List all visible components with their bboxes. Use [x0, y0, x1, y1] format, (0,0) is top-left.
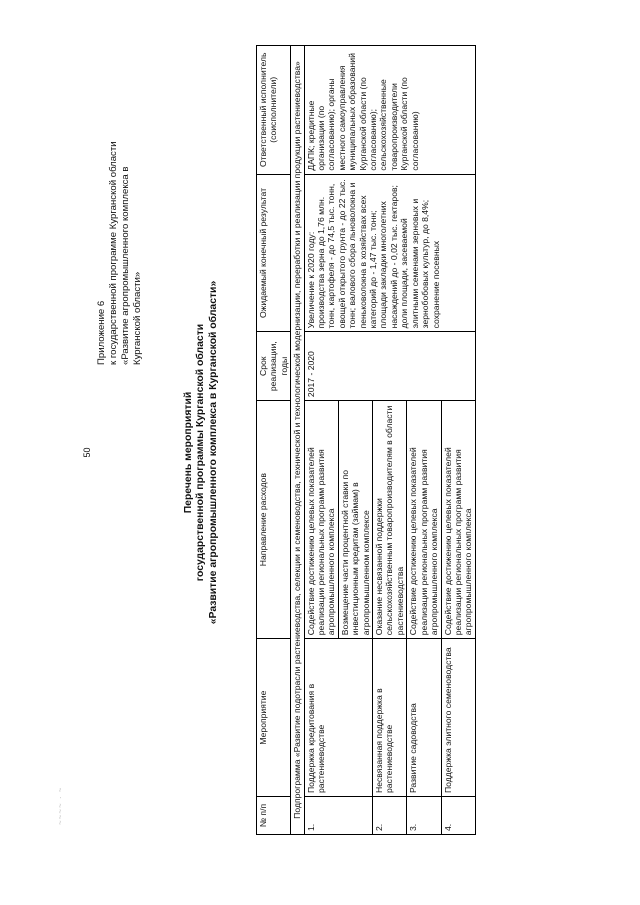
document-title [183, 0, 220, 905]
header-event: Мероприятие [257, 639, 291, 797]
appendix-line: Курганской области» [132, 271, 143, 365]
title-line: «Развитие агропромышленного комплекса в Курганской области» [207, 280, 219, 625]
header-result: Ожидаемый конечный результат [257, 174, 291, 332]
row-direction: Содействие достижению целевых показателей реализации региональных программ развития агропромышленного комплекса [304, 401, 338, 639]
events-table [256, 45, 476, 835]
row-direction: Содействие достижению целевых показателей реализации региональных программ развития агропромышленного комплекса [441, 401, 475, 639]
row-num: 3. [407, 797, 441, 835]
row-event: Несвязанная поддержка в растениеводстве [373, 639, 407, 797]
table-row [304, 46, 338, 835]
page-number: 50 [82, 447, 92, 458]
subprogram-cell: Подпрограмма «Развитие подотрасли растениеводства, селекции и семеноводства, технической и технологической модернизации, переработки и реализации продукции растениеводства» [291, 46, 304, 835]
row-direction: Содействие достижению целевых показателей реализации региональных программ развития агропромышленного комплекса [407, 401, 441, 639]
row-event: Поддержка элитного семеноводства [441, 639, 475, 797]
header-executor: Ответственный исполнитель (соисполнители) [257, 46, 291, 175]
subprogram-row [291, 46, 304, 835]
table-header-row [257, 46, 291, 835]
executor-cell: ДАПК; кредитные организации (по согласованию); органы местного самоуправления муниципальных образований Курганской области (по согласованию); сельскохозяйственные товаропроизводители Курганской области (по согласованию) [304, 46, 475, 175]
header-period: Срок реализации, годы [257, 332, 291, 401]
appendix-line: «Развитие агропромышленного комплекса в [120, 166, 131, 365]
result-cell: Увеличение к 2020 году: производства зерна до 1,76 млн. тонн, картофеля - до 74,5 тыс. тонн, овощей открытого грунта - до 22 тыс. тонн; валового сбора льноволокна и пеньковолокна в хозяйствах всех категорий до - 1,47 тыс. тонн; площади закладки многолетних насаждений до - 0,02 тыс. гектаров; доли площади, засеваемой элитными семенами зерновых и зернобобовых культур, до 8,4%; сохранение посевных [304, 174, 475, 332]
appendix-line: к государственной программе Курганской области [108, 141, 119, 365]
title-line: Перечень мероприятий [183, 391, 194, 514]
row-num: 4. [441, 797, 475, 835]
title-line: государственной программы Курганской области [195, 323, 207, 582]
scan-mark: ~~~~ · ~ [56, 786, 65, 825]
appendix-line: Приложение 6 [96, 300, 107, 365]
appendix-note [96, 85, 144, 365]
row-direction: Оказание несвязанной поддержки сельскохозяйственным товаропроизводителям в области растениеводства [373, 401, 407, 639]
period-cell: 2017 - 2020 [304, 332, 475, 401]
row-event: Поддержка кредитования в растениеводстве [304, 639, 372, 797]
header-num: № п/п [257, 797, 291, 835]
row-direction: Возмещение части процентной ставки по инвестиционным кредитам (займам) в агропромышленном комплексе [338, 401, 372, 639]
row-num: 2. [373, 797, 407, 835]
row-num: 1. [304, 797, 372, 835]
header-direction: Направление расходов [257, 401, 291, 639]
row-event: Развитие садоводства [407, 639, 441, 797]
